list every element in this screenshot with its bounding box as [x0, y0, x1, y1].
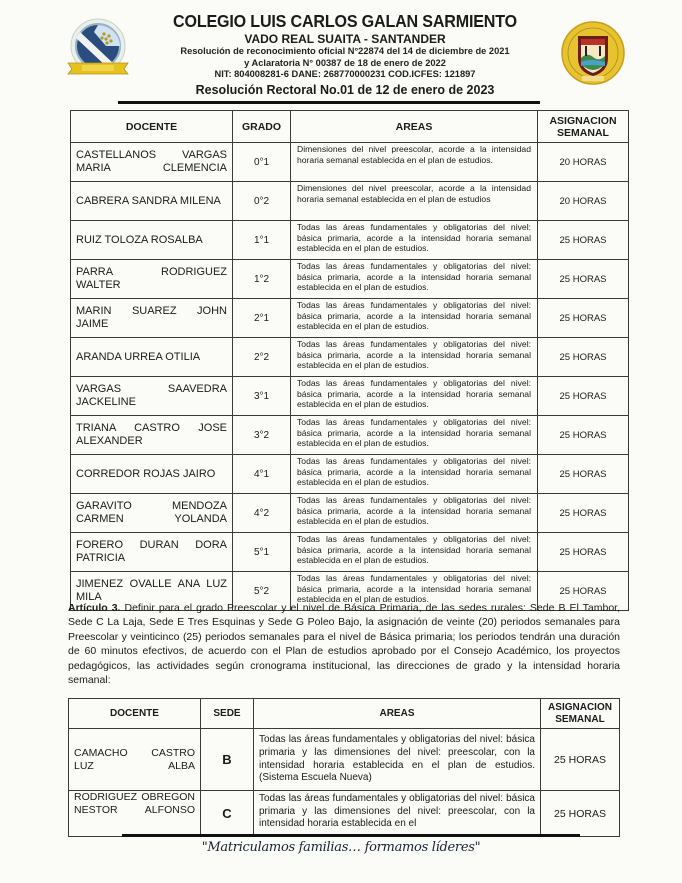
- docente-cell: FORERO DURAN DORA PATRICIA: [71, 533, 233, 572]
- table-row: [71, 416, 629, 455]
- docente-cell: CABRERA SANDRA MILENA: [71, 182, 233, 221]
- table-row: [71, 221, 629, 260]
- asignacion-cell: 25 HORAS: [538, 494, 629, 533]
- school-motto: "Matriculamos familias… formamos líderes": [201, 840, 481, 855]
- asignacion-cell: 20 HORAS: [538, 182, 629, 221]
- article-label: Artículo 3.: [68, 602, 121, 614]
- rectoral-resolution: Resolución Rectoral No.01 de 12 de enero de 2023: [195, 82, 495, 97]
- teachers-urban-table: [70, 110, 629, 611]
- grado-cell: 3°1: [233, 377, 291, 416]
- col-docente: DOCENTE: [69, 699, 201, 729]
- grado-cell: 0°1: [233, 143, 291, 182]
- table-row: [69, 729, 620, 791]
- areas-cell: Todas las áreas fundamentales y obligatorias del nivel: básica primaria, acorde a la intensidad horaria semanal establecida en el plan de estudios.: [291, 455, 538, 494]
- col-sede: SEDE: [201, 699, 254, 729]
- grado-cell: 3°2: [233, 416, 291, 455]
- asignacion-cell: 25 HORAS: [538, 533, 629, 572]
- grado-cell: 0°2: [233, 182, 291, 221]
- areas-cell: Todas las áreas fundamentales y obligatorias del nivel: básica primaria, acorde a la intensidad horaria semanal establecida en el plan de estudios.: [291, 572, 538, 611]
- docente-cell: VARGAS SAAVEDRA JACKELINE: [71, 377, 233, 416]
- grado-cell: 4°2: [233, 494, 291, 533]
- docente-cell: CAMACHO CASTRO LUZ ALBA: [69, 729, 201, 791]
- table-header-row: [71, 111, 629, 143]
- grado-cell: 4°1: [233, 455, 291, 494]
- table-row: [71, 377, 629, 416]
- sede-cell: C: [201, 791, 254, 837]
- docente-cell: CORREDOR ROJAS JAIRO: [71, 455, 233, 494]
- school-name: COLEGIO LUIS CARLOS GALAN SARMIENTO: [173, 11, 517, 31]
- docente-cell: TRIANA CASTRO JOSE ALEXANDER: [71, 416, 233, 455]
- col-areas: AREAS: [254, 699, 541, 729]
- asignacion-cell: 25 HORAS: [541, 729, 620, 791]
- asignacion-cell: 25 HORAS: [538, 572, 629, 611]
- areas-cell: Todas las áreas fundamentales y obligatorias del nivel: básica primaria, acorde a la intensidad horaria semanal establecida en el plan de estudios.: [291, 260, 538, 299]
- grado-cell: 5°1: [233, 533, 291, 572]
- docente-cell: MARIN SUAREZ JOHN JAIME: [71, 299, 233, 338]
- asignacion-cell: 20 HORAS: [538, 143, 629, 182]
- docente-cell: JIMENEZ OVALLE ANA LUZ MILA: [71, 572, 233, 611]
- table-row: [71, 260, 629, 299]
- areas-cell: Todas las áreas fundamentales y obligatorias del nivel: básica primaria, acorde a la intensidad horaria semanal establecida en el plan de estudios.: [291, 377, 538, 416]
- official-resolution: Resolución de reconocimiento oficial N°22874 del 14 de diciembre de 2021: [180, 46, 510, 56]
- areas-cell: Dimensiones del nivel preescolar, acorde a la intensidad horaria semanal establecida en el plan de estudios: [291, 182, 538, 221]
- areas-cell: Todas las áreas fundamentales y obligatorias del nivel: básica primaria, acorde a la intensidad horaria semanal establecida en el plan de estudios.: [291, 416, 538, 455]
- areas-cell: Dimensiones del nivel preescolar, acorde a la intensidad horaria semanal establecida en el plan de estudios.: [291, 143, 538, 182]
- asignacion-cell: 25 HORAS: [541, 791, 620, 837]
- clarification-resolution: y Aclaratoria N° 00387 de 18 de enero de 2022: [244, 57, 446, 68]
- table-row: [71, 533, 629, 572]
- col-docente: DOCENTE: [71, 111, 233, 143]
- footer-divider: [122, 834, 580, 837]
- school-location: VADO REAL SUAITA - SANTANDER: [244, 32, 446, 46]
- table-row: [71, 494, 629, 533]
- col-grado: GRADO: [233, 111, 291, 143]
- table-row: [69, 791, 620, 837]
- article-text: Definir para el grado Preescolar y el nivel de Básica Primaria, de las sedes rurales: Sede B El Tambor, Sede C La Laja, Sede E Tres Esquinas y Sede G Poleo Bajo, la asignación de veinte (20) periodos semanales para Preescolar y veinticinco (25) periodos semanales para el nivel de Básica primaria; los periodos tendrán una duración de 60 minutos efectivos, de acuerdo con el Plan de estudios aprobado por el Consejo Académico, los proyectos pedagógicos, las actividades según cronograma institucional, las direcciones de grado y la intensidad horaria semanal:: [68, 602, 621, 687]
- asignacion-cell: 25 HORAS: [538, 416, 629, 455]
- asignacion-cell: 25 HORAS: [538, 338, 629, 377]
- table-row: [71, 143, 629, 182]
- areas-cell: Todas las áreas fundamentales y obligatorias del nivel: básica primaria, acorde a la intensidad horaria semanal establecida en el plan de estudios.: [291, 533, 538, 572]
- header-divider: [118, 101, 540, 104]
- docente-cell: CASTELLANOS VARGAS MARIA CLEMENCIA: [71, 143, 233, 182]
- docente-cell: RUIZ TOLOZA ROSALBA: [71, 221, 233, 260]
- areas-cell: Todas las áreas fundamentales y obligatorias del nivel: básica primaria, acorde a la intensidad horaria semanal establecida en el plan de estudios.: [291, 221, 538, 260]
- asignacion-cell: 25 HORAS: [538, 221, 629, 260]
- table-row: [71, 299, 629, 338]
- municipal-seal-logo: [560, 20, 626, 86]
- teachers-rural-table: [68, 698, 620, 837]
- sede-cell: B: [201, 729, 254, 791]
- grado-cell: 2°2: [233, 338, 291, 377]
- areas-cell: Todas las áreas fundamentales y obligatorias del nivel: básica primaria, acorde a la intensidad horaria semanal establecida en el plan de estudios.: [291, 494, 538, 533]
- areas-cell: Todas las áreas fundamentales y obligatorias del nivel: básica primaria, acorde a la intensidad horaria semanal establecida en el plan de estudios.: [291, 299, 538, 338]
- article-3-paragraph: [68, 601, 620, 687]
- grado-cell: 2°1: [233, 299, 291, 338]
- table-row: [71, 182, 629, 221]
- table-row: [71, 455, 629, 494]
- table-row: [71, 338, 629, 377]
- school-shield-logo: [66, 16, 130, 86]
- col-areas: AREAS: [291, 111, 538, 143]
- grado-cell: 5°2: [233, 572, 291, 611]
- asignacion-cell: 25 HORAS: [538, 260, 629, 299]
- docente-cell: ARANDA URREA OTILIA: [71, 338, 233, 377]
- grado-cell: 1°1: [233, 221, 291, 260]
- asignacion-cell: 25 HORAS: [538, 455, 629, 494]
- col-asignacion: ASIGNACION SEMANAL: [541, 699, 620, 729]
- col-asignacion: ASIGNACION SEMANAL: [538, 111, 629, 143]
- docente-cell: RODRIGUEZ OBREGON NESTOR ALFONSO: [69, 791, 201, 837]
- asignacion-cell: 25 HORAS: [538, 299, 629, 338]
- areas-cell: Todas las áreas fundamentales y obligatorias del nivel: básica primaria y las dimensiones del nivel: preescolar, con la intensidad horaria establecida en el: [254, 791, 541, 837]
- letterhead: [150, 10, 540, 98]
- table-header-row: [69, 699, 620, 729]
- docente-cell: PARRA RODRIGUEZ WALTER: [71, 260, 233, 299]
- asignacion-cell: 25 HORAS: [538, 377, 629, 416]
- docente-cell: GARAVITO MENDOZA CARMEN YOLANDA: [71, 494, 233, 533]
- areas-cell: Todas las áreas fundamentales y obligatorias del nivel: básica primaria y las dimensiones del nivel: preescolar, con la intensidad horaria establecida en el plan de estudios. (Sistema Escuela Nueva): [254, 729, 541, 791]
- grado-cell: 1°2: [233, 260, 291, 299]
- areas-cell: Todas las áreas fundamentales y obligatorias del nivel: básica primaria, acorde a la intensidad horaria semanal establecida en el plan de estudios.: [291, 338, 538, 377]
- institution-ids: NIT: 804008281-6 DANE: 268770000231 COD.ICFES: 121897: [214, 69, 476, 79]
